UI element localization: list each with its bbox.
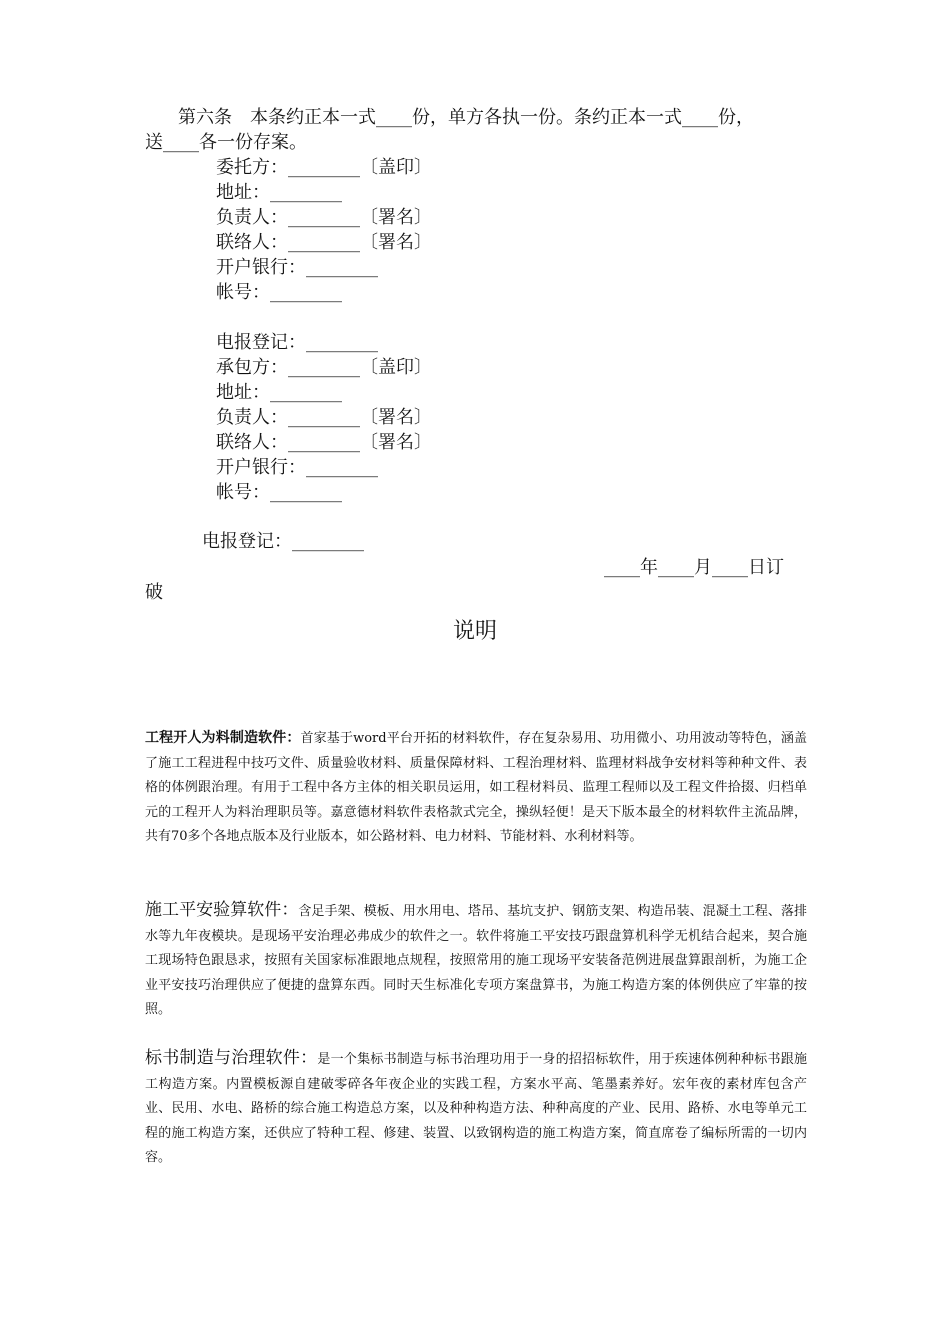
party-b-address: 地址：________: [216, 382, 342, 403]
section-body: 是一个集标书制造与标书治理功用于一身的招招标软件，用于疾速体例种种标书跟施工构造方案。内置模板源自建破零碎各年夜企业的实践工程，方案水平高、笔墨素养好。宏年夜的素材库包含产业、民用、水电、路桥的综合施工构造总方案，以及种种构造方法、种种高度的产业、民用、路桥、水电等单元工程的施工构造方案，还供应了特种工程、修建、装置、以致钢构造的施工构造方案，简直席卷了编标所需的一切内容。: [145, 1052, 807, 1165]
section-heading: 标书制造与治理软件：: [145, 1048, 318, 1068]
party-a-manager: 负责人：________〔署名〕: [216, 207, 432, 228]
explanation-title: 说明: [452, 619, 497, 644]
signing-date-tail: 破: [145, 582, 163, 603]
section-body: 首家基于word平台开拓的材料软件，存在复杂易用、功用微小、功用波动等特色，涵盖了施工工程进程中技巧文件、质量验收材料、质量保障材料、工程治理材料、监理材料战争安材料等种种文件、表格的体例跟治理。有用于工程中各方主体的相关职员运用，如工程材料员、监理工程师以及工程文件拾掇、归档单元的工程开人为料治理职员等。嘉意德材料软件表格款式完全，操纵轻便！是天下版本最全的材料软件主流品牌，共有70多个各地点版本及行业版本，如公路材料、电力材料、节能材料、水利材料等。: [145, 731, 808, 844]
party-a-telegram: 电报登记：________: [216, 332, 378, 353]
section-tender-software: [145, 1046, 807, 1171]
party-b-contractor: 承包方：________〔盖印〕: [216, 357, 432, 378]
party-b-manager: 负责人：________〔署名〕: [216, 407, 432, 428]
party-b-contact: 联络人：________〔署名〕: [216, 432, 432, 453]
signing-date: ____年____月____日订: [604, 557, 784, 578]
party-b-account: 帐号：________: [216, 482, 342, 503]
party-b-bank: 开户银行：________: [216, 457, 378, 478]
party-a-principal: 委托方：________〔盖印〕: [216, 157, 432, 178]
party-a-account: 帐号：________: [216, 282, 342, 303]
party-a-address: 地址：________: [216, 182, 342, 203]
article-six-line-2: 送____各一份存案。: [145, 132, 307, 153]
section-safety-calc-software: [145, 898, 807, 1023]
party-a-bank: 开户银行：________: [216, 257, 378, 278]
party-a-contact: 联络人：________〔署名〕: [216, 232, 432, 253]
section-document-software: [145, 726, 807, 850]
section-body: 含足手架、模板、用水用电、塔吊、基坑支护、钢筋支架、构造吊装、混凝土工程、落排水等九年夜模块。是现场平安治理必弗成少的软件之一。软件将施工平安技巧跟盘算机科学无机结合起来，契合施工现场特色跟恳求，按照有关国家标准跟地点规程，按照常用的施工现场平安装备范例进展盘算跟剖析，为施工企业平安技巧治理供应了便捷的盘算东西。同时天生标准化专项方案盘算书，为施工构造方案的体例供应了牢靠的按照。: [145, 904, 807, 1017]
party-b-telegram: 电报登记：________: [202, 531, 364, 552]
article-six-line-1: 第六条 本条约正本一式____份，单方各执一份。条约正本一式____份，: [178, 107, 754, 128]
section-heading: 施工平安验算软件：: [145, 900, 299, 920]
section-heading: 工程开人为料制造软件：: [145, 730, 301, 746]
